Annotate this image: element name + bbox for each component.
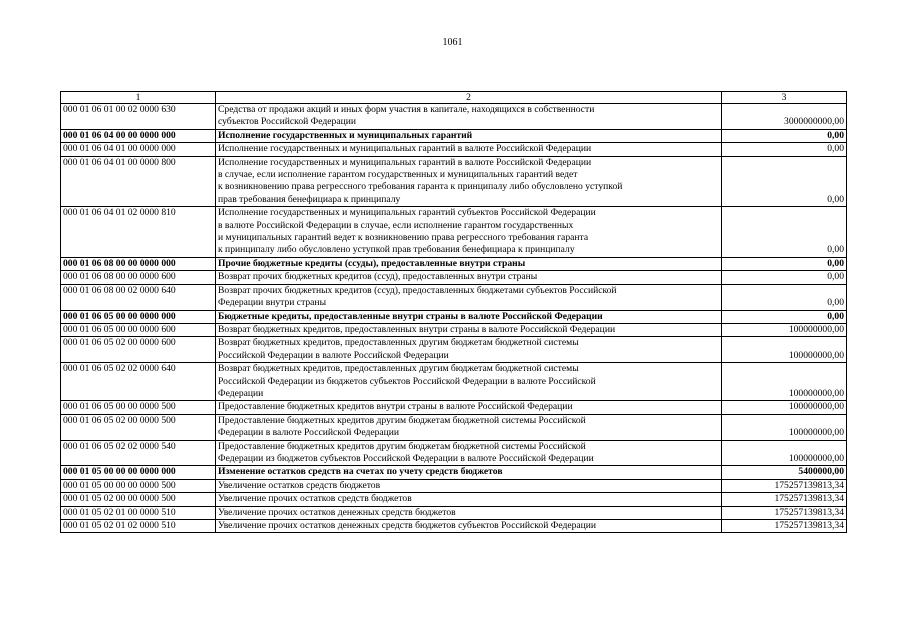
name-cell: Исполнение государственных и муниципальных гарантий в валюте Российской Федерации bbox=[216, 143, 722, 156]
table-row bbox=[61, 493, 847, 506]
budget-sources-table bbox=[60, 91, 847, 533]
sum-cell: 0,00 bbox=[722, 271, 847, 284]
code-cell: 000 01 06 08 00 00 0000 600 bbox=[61, 271, 216, 284]
table-row bbox=[61, 129, 847, 142]
sum-cell: 175257139813,34 bbox=[722, 493, 847, 506]
sum-cell: 100000000,00 bbox=[722, 440, 847, 466]
name-cell: Увеличение прочих остатков денежных средств бюджетов bbox=[216, 506, 722, 519]
table-row bbox=[61, 479, 847, 492]
code-cell: 000 01 06 05 02 00 0000 600 bbox=[61, 337, 216, 363]
table-row bbox=[61, 156, 847, 207]
code-cell: 000 01 06 08 00 00 0000 000 bbox=[61, 257, 216, 270]
name-cell: Бюджетные кредиты, предоставленные внутри страны в валюте Российской Федерации bbox=[216, 310, 722, 323]
name-cell: Средства от продажи акций и иных форм участия в капитале, находящихся в собственности субъектов Российской Федерации bbox=[216, 104, 722, 130]
sum-cell: 5400000,00 bbox=[722, 466, 847, 479]
sum-cell: 0,00 bbox=[722, 156, 847, 207]
code-cell: 000 01 06 04 01 00 0000 800 bbox=[61, 156, 216, 207]
name-cell: Предоставление бюджетных кредитов внутри страны в валюте Российской Федерации bbox=[216, 401, 722, 414]
name-cell: Предоставление бюджетных кредитов другим бюджетам бюджетной системы Российской Федерации из бюджетов субъектов Российской Федерации в валюте Российской Федерации bbox=[216, 440, 722, 466]
code-cell: 000 01 05 00 00 00 0000 500 bbox=[61, 479, 216, 492]
code-cell: 000 01 06 05 00 00 0000 500 bbox=[61, 401, 216, 414]
name-cell: Прочие бюджетные кредиты (ссуды), предоставленные внутри страны bbox=[216, 257, 722, 270]
table-row bbox=[61, 104, 847, 130]
code-cell: 000 01 06 05 02 02 0000 540 bbox=[61, 440, 216, 466]
sum-cell: 175257139813,34 bbox=[722, 506, 847, 519]
sum-cell: 0,00 bbox=[722, 207, 847, 258]
table-row bbox=[61, 271, 847, 284]
table-row bbox=[61, 466, 847, 479]
table-row bbox=[61, 323, 847, 336]
table-row bbox=[61, 310, 847, 323]
sum-cell: 100000000,00 bbox=[722, 414, 847, 440]
page-number: 1061 bbox=[442, 37, 463, 48]
sum-cell: 175257139813,34 bbox=[722, 520, 847, 533]
sum-cell: 0,00 bbox=[722, 143, 847, 156]
table-row bbox=[61, 207, 847, 258]
name-cell: Возврат бюджетных кредитов, предоставленных другим бюджетам бюджетной системы Российской Федерации в валюте Российской Федерации bbox=[216, 337, 722, 363]
table-row bbox=[61, 257, 847, 270]
sum-cell: 0,00 bbox=[722, 257, 847, 270]
name-cell: Исполнение государственных и муниципальных гарантий субъектов Российской Федерации в валюте Российской Федерации в случае, если исполнение гарантом государственных и муниципальных гарантий ведет к возникновению права регрессного требования гаранта к принципалу либо обусловлено уступкой прав требования бенефициара к принципалу bbox=[216, 207, 722, 258]
code-cell: 000 01 06 05 00 00 0000 000 bbox=[61, 310, 216, 323]
name-cell: Предоставление бюджетных кредитов другим бюджетам бюджетной системы Российской Федерации в валюте Российской Федерации bbox=[216, 414, 722, 440]
name-cell: Увеличение прочих остатков средств бюджетов bbox=[216, 493, 722, 506]
name-cell: Исполнение государственных и муниципальных гарантий в валюте Российской Федерации в случае, если исполнение гарантом государственных и муниципальных гарантий ведет к возникновению права регрессного требования гаранта к принципалу либо обусловлено уступкой прав требования бенефициара к принципалу bbox=[216, 156, 722, 207]
column-number-row bbox=[61, 92, 847, 104]
name-cell: Увеличение прочих остатков денежных средств бюджетов субъектов Российской Федерации bbox=[216, 520, 722, 533]
name-cell: Возврат прочих бюджетных кредитов (ссуд), предоставленных внутри страны bbox=[216, 271, 722, 284]
table-row bbox=[61, 440, 847, 466]
name-cell: Возврат бюджетных кредитов, предоставленных внутри страны в валюте Российской Федерации bbox=[216, 323, 722, 336]
table-row bbox=[61, 520, 847, 533]
sum-cell: 100000000,00 bbox=[722, 363, 847, 401]
sum-cell: 0,00 bbox=[722, 129, 847, 142]
table-row bbox=[61, 401, 847, 414]
code-cell: 000 01 06 05 02 00 0000 500 bbox=[61, 414, 216, 440]
table-row bbox=[61, 143, 847, 156]
sum-cell: 100000000,00 bbox=[722, 401, 847, 414]
column-number-3: 3 bbox=[722, 92, 847, 104]
name-cell: Исполнение государственных и муниципальных гарантий bbox=[216, 129, 722, 142]
code-cell: 000 01 05 02 01 02 0000 510 bbox=[61, 520, 216, 533]
table-row bbox=[61, 363, 847, 401]
code-cell: 000 01 05 02 01 00 0000 510 bbox=[61, 506, 216, 519]
name-cell: Изменение остатков средств на счетах по учету средств бюджетов bbox=[216, 466, 722, 479]
code-cell: 000 01 05 00 00 00 0000 000 bbox=[61, 466, 216, 479]
code-cell: 000 01 05 02 00 00 0000 500 bbox=[61, 493, 216, 506]
code-cell: 000 01 06 01 00 02 0000 630 bbox=[61, 104, 216, 130]
sum-cell: 175257139813,34 bbox=[722, 479, 847, 492]
sum-cell: 100000000,00 bbox=[722, 323, 847, 336]
code-cell: 000 01 06 04 01 02 0000 810 bbox=[61, 207, 216, 258]
table-row bbox=[61, 284, 847, 310]
table-row bbox=[61, 337, 847, 363]
sum-cell: 0,00 bbox=[722, 310, 847, 323]
code-cell: 000 01 06 08 00 02 0000 640 bbox=[61, 284, 216, 310]
sum-cell: 3000000000,00 bbox=[722, 104, 847, 130]
column-number-2: 2 bbox=[216, 92, 722, 104]
table-row bbox=[61, 506, 847, 519]
name-cell: Возврат бюджетных кредитов, предоставленных другим бюджетам бюджетной системы Российской Федерации из бюджетов субъектов Российской Федерации в валюте Российской Федерации bbox=[216, 363, 722, 401]
table-row bbox=[61, 414, 847, 440]
code-cell: 000 01 06 05 02 02 0000 640 bbox=[61, 363, 216, 401]
sum-cell: 100000000,00 bbox=[722, 337, 847, 363]
sum-cell: 0,00 bbox=[722, 284, 847, 310]
code-cell: 000 01 06 05 00 00 0000 600 bbox=[61, 323, 216, 336]
name-cell: Возврат прочих бюджетных кредитов (ссуд), предоставленных бюджетами субъектов Российской Федерации внутри страны bbox=[216, 284, 722, 310]
name-cell: Увеличение остатков средств бюджетов bbox=[216, 479, 722, 492]
code-cell: 000 01 06 04 00 00 0000 000 bbox=[61, 129, 216, 142]
code-cell: 000 01 06 04 01 00 0000 000 bbox=[61, 143, 216, 156]
column-number-1: 1 bbox=[61, 92, 216, 104]
